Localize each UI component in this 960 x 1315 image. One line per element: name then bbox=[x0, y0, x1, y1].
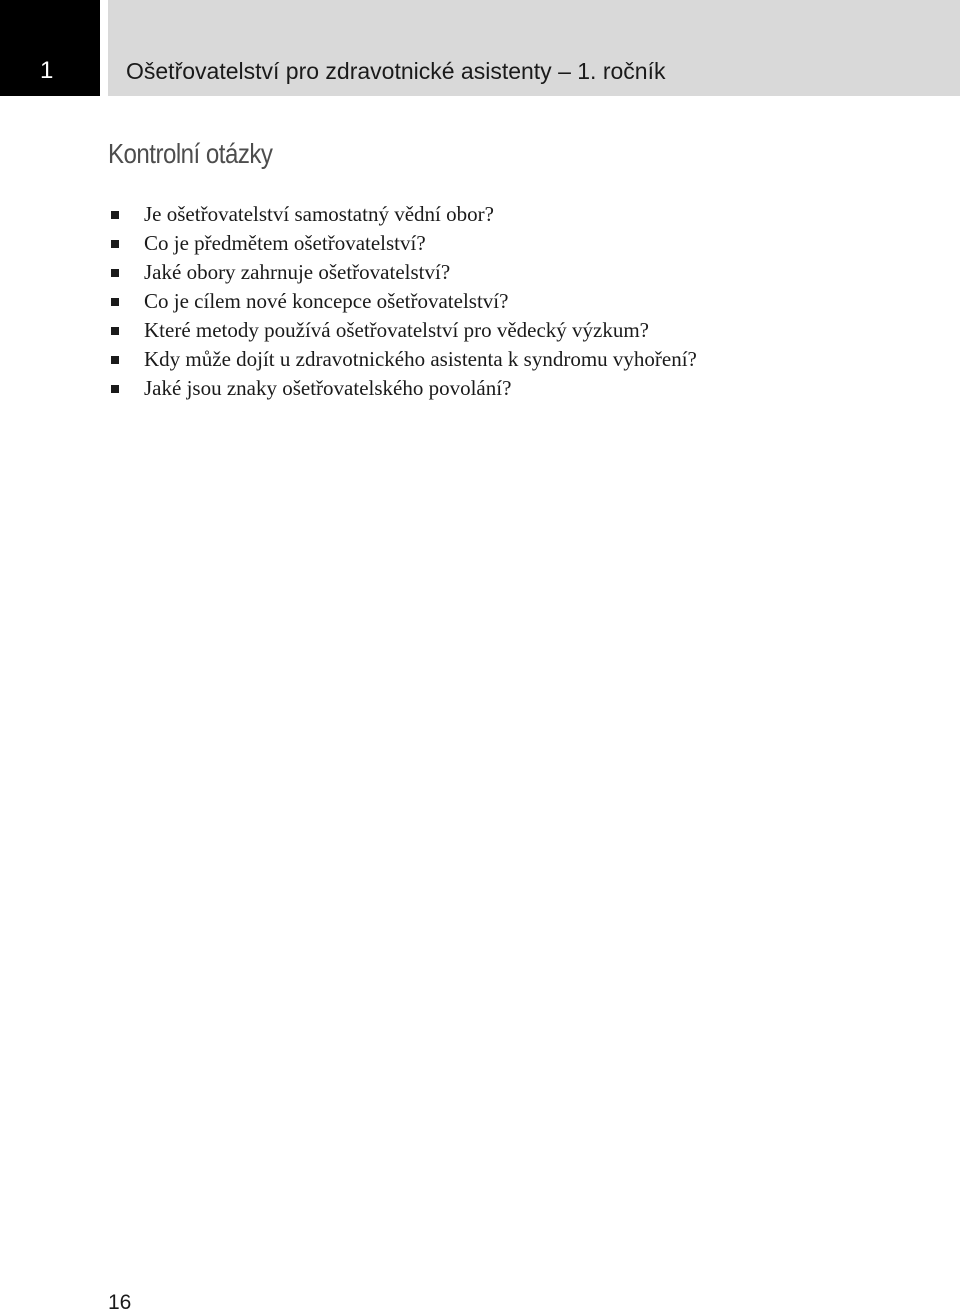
square-bullet-icon bbox=[111, 298, 119, 306]
running-header-strip bbox=[108, 0, 960, 96]
square-bullet-icon bbox=[111, 211, 119, 219]
list-item bbox=[108, 200, 697, 229]
question-text: Kdy může dojít u zdravotnického asistenta k syndromu vyhoření? bbox=[144, 347, 697, 371]
page-number: 16 bbox=[108, 1291, 132, 1314]
question-text: Které metody používá ošetřovatelství pro vědecký výzkum? bbox=[144, 318, 650, 342]
question-text: Jaké obory zahrnuje ošetřovatelství? bbox=[144, 260, 451, 284]
list-item bbox=[108, 316, 697, 345]
list-item bbox=[108, 374, 697, 403]
square-bullet-icon bbox=[111, 356, 119, 364]
section-heading: Kontrolní otázky bbox=[108, 138, 273, 169]
running-header-title: Ošetřovatelství pro zdravotnické asistenty – 1. ročník bbox=[126, 58, 666, 84]
question-text: Jaké jsou znaky ošetřovatelského povolání? bbox=[144, 376, 512, 400]
list-item bbox=[108, 229, 697, 258]
page-header bbox=[0, 0, 960, 96]
list-item bbox=[108, 258, 697, 287]
question-list bbox=[108, 200, 697, 403]
square-bullet-icon bbox=[111, 240, 119, 248]
list-item bbox=[108, 345, 697, 374]
square-bullet-icon bbox=[111, 327, 119, 335]
question-text: Co je předmětem ošetřovatelství? bbox=[144, 231, 426, 255]
chapter-number-box bbox=[0, 0, 100, 96]
question-text: Co je cílem nové koncepce ošetřovatelství? bbox=[144, 289, 509, 313]
square-bullet-icon bbox=[111, 385, 119, 393]
square-bullet-icon bbox=[111, 269, 119, 277]
chapter-number: 1 bbox=[40, 57, 54, 84]
question-text: Je ošetřovatelství samostatný vědní obor? bbox=[144, 202, 494, 226]
list-item bbox=[108, 287, 697, 316]
